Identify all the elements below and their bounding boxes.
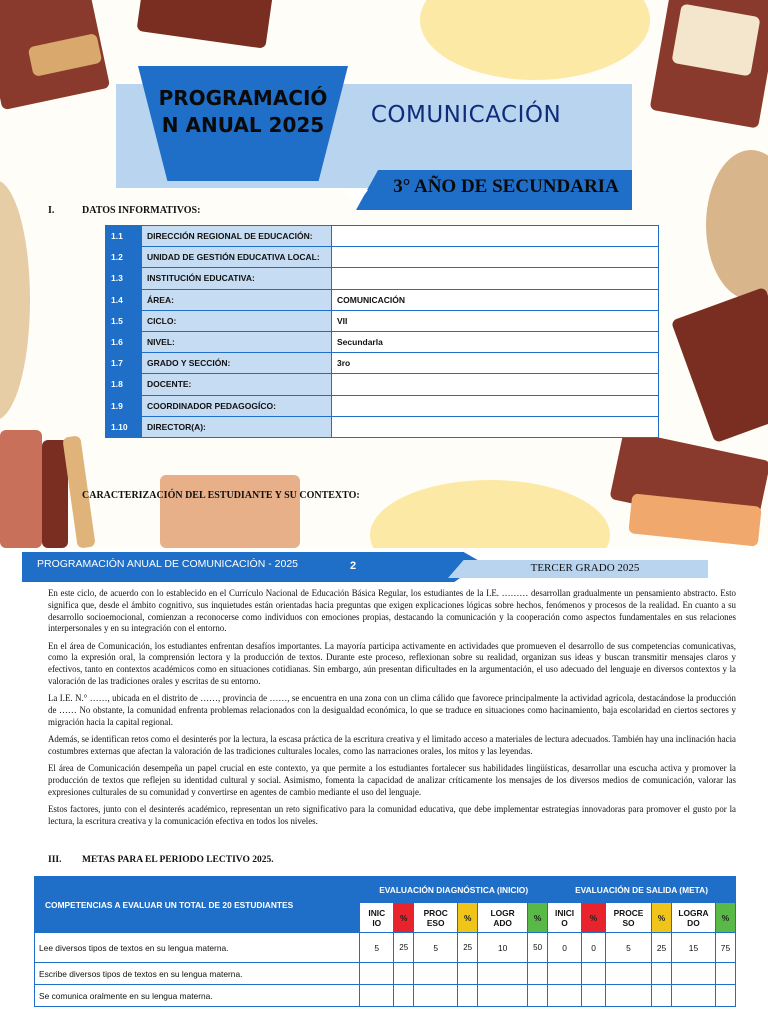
section-2-heading: CARACTERIZACIÓN DEL ESTUDIANTE Y SU CONTEXTO: [82, 490, 360, 501]
cover-title: PROGRAMACIÓN ANUAL 2025 [158, 86, 328, 137]
decor-blob-left [0, 180, 30, 420]
info-row [106, 395, 659, 416]
goal-cell[interactable] [414, 985, 458, 1007]
info-value[interactable]: VII [332, 310, 659, 331]
salida-header: EVALUACIÓN DE SALIDA (META) [548, 877, 736, 903]
paragraph: La I.E. N.° ……, ubicada en el distrito de ……, provincia de ……, se encuentra en una zona con un clima cálido que favorece principalmente la actividad agrícola, destacándose la producción de …… No obstante, la comunidad enfrenta problemas relacionados con la desigualdad económica, lo que se traduce en situaciones como hacinamiento, baja escolaridad en ciertos sectores y migración hacia la capital regional. [48, 693, 736, 727]
competency-label: Se comunica oralmente en su lengua materna. [35, 985, 360, 1007]
context-text [48, 588, 736, 833]
goal-cell[interactable]: 15 [671, 933, 715, 963]
info-value[interactable] [332, 247, 659, 268]
goal-cell[interactable]: 50 [528, 933, 548, 963]
info-row [106, 310, 659, 331]
decor-open-book [160, 475, 300, 548]
info-number: 1.2 [106, 247, 142, 268]
info-value[interactable]: COMUNICACIÓN [332, 289, 659, 310]
goals-row [35, 963, 736, 985]
section-1-heading [48, 205, 200, 216]
goal-cell[interactable] [394, 963, 414, 985]
goal-cell[interactable]: 75 [715, 933, 735, 963]
sub-inicio-diag: INIC IO [360, 903, 394, 933]
goal-cell[interactable]: 5 [360, 933, 394, 963]
info-number: 1.6 [106, 331, 142, 352]
paragraph: Además, se identifican retos como el desinterés por la lectura, la escasa práctica de la escritura creativa y el limitado acceso a materiales de lectura adecuados. También hay una inclinación hacia costumbres externas que afectan la valoración de las tradiciones culturales locales, como las narraciones orales, los mitos y las leyendas. [48, 734, 736, 757]
sub-logrado-sal: LOGRA DO [671, 903, 715, 933]
goals-header-row [35, 877, 736, 903]
competency-label: Lee diversos tipos de textos en su lengua materna. [35, 933, 360, 963]
page-header-title: PROGRAMACIÓN ANUAL DE COMUNICACIÓN - 2025 [37, 558, 298, 570]
goal-cell[interactable]: 25 [394, 933, 414, 963]
info-row [106, 268, 659, 289]
goal-cell[interactable] [478, 985, 528, 1007]
goal-cell[interactable] [360, 985, 394, 1007]
info-value[interactable] [332, 374, 659, 395]
goal-cell[interactable]: 0 [548, 933, 582, 963]
paragraph: En el área de Comunicación, los estudiantes enfrentan desafíos importantes. La mayoría participa activamente en actividades que promueven el desarrollo de sus competencias comunicativas, como la expresión oral, la comprensión lectora y la producción de textos. Durante este proceso, reflexionan sobre su realidad, organizan sus ideas y buscan transmitir mensajes claros y efectivos, tanto en contextos académicos como en situaciones cotidianas. Sin embargo, aún presentan dificultades en la argumentación, el uso adecuado del lenguaje en diversos contextos y la valoración de las tradiciones orales y escritas de su entorno. [48, 640, 736, 687]
pct-header: % [651, 903, 671, 933]
info-label: DIRECCIÓN REGIONAL DE EDUCACIÓN: [142, 226, 332, 247]
goal-cell[interactable] [671, 985, 715, 1007]
info-row [106, 289, 659, 310]
goal-cell[interactable] [671, 963, 715, 985]
pct-header: % [394, 903, 414, 933]
diag-header: EVALUACIÓN DIAGNÓSTICA (INICIO) [360, 877, 548, 903]
goal-cell[interactable]: 10 [478, 933, 528, 963]
competencias-header: COMPETENCIAS A EVALUAR UN TOTAL DE 20 ESTUDIANTES [35, 877, 360, 933]
info-number: 1.4 [106, 289, 142, 310]
goal-cell[interactable]: 0 [582, 933, 606, 963]
goal-cell[interactable] [528, 963, 548, 985]
info-label: COORDINADOR PEDAGOGÍCO: [142, 395, 332, 416]
goal-cell[interactable] [548, 985, 582, 1007]
decor-books-science [0, 430, 42, 548]
pct-header: % [458, 903, 478, 933]
pct-header: % [582, 903, 606, 933]
pct-header: % [715, 903, 735, 933]
info-value[interactable] [332, 416, 659, 437]
competency-label: Escribe diversos tipos de textos en su lengua materna. [35, 963, 360, 985]
decor-blob-top [420, 0, 650, 80]
decor-book-top [136, 0, 273, 49]
goal-cell[interactable] [606, 985, 652, 1007]
goal-cell[interactable] [606, 963, 652, 985]
info-row [106, 353, 659, 374]
goal-cell[interactable] [651, 963, 671, 985]
pct-header: % [528, 903, 548, 933]
paragraph: Estos factores, junto con el desinterés académico, representan un reto significativo para la comunidad educativa, que debe implementar estrategias innovadoras para promover el gusto por la lectura, la escritura creativa y la comunicación efectiva en todos los niveles. [48, 804, 736, 827]
info-label: NIVEL: [142, 331, 332, 352]
sub-proceso-diag: PROC ESO [414, 903, 458, 933]
decor-book-nature [671, 287, 768, 443]
info-number: 1.8 [106, 374, 142, 395]
goal-cell[interactable] [715, 985, 735, 1007]
info-number: 1.1 [106, 226, 142, 247]
content-page [0, 548, 768, 1024]
paragraph: En este ciclo, de acuerdo con lo establecido en el Currículo Nacional de Educación Básica Regular, los estudiantes de la I.E. ……… desarrollan gradualmente un pensamiento abstracto. Esto significa que, desde el ámbito cognitivo, sus inquietudes están orientadas hacia preguntas que exigen explicaciones lógicas sobre hechos, fenómenos y procesos de la realidad. En cuanto a su desarrollo socioemocional, comienzan a reconocerse como individuos con emociones propias, destacando la comunicación y la cooperación como aspectos fundamentales en sus relaciones interpersonales y en su integración con el entorno. [48, 588, 736, 634]
info-label: DIRECTOR(A): [142, 416, 332, 437]
info-value[interactable]: Secundarla [332, 331, 659, 352]
goal-cell[interactable] [582, 985, 606, 1007]
info-row [106, 331, 659, 352]
goal-cell[interactable] [582, 963, 606, 985]
info-value[interactable] [332, 268, 659, 289]
info-value[interactable] [332, 226, 659, 247]
paragraph: El área de Comunicación desempeña un papel crucial en este contexto, ya que permite a los estudiantes fortalecer sus habilidades lingüísticas, desarrollar una escucha activa y promover la producción de textos que reflejen su identidad cultural y social. Asimismo, fomenta la capacidad de analizar críticamente los mensajes de los diversos medios de comunicación, valorar las expresiones culturales de su comunidad y convertirse en agentes de cambio mediante el uso del lenguaje. [48, 763, 736, 797]
sub-logrado-diag: LOGR ADO [478, 903, 528, 933]
info-number: 1.7 [106, 353, 142, 374]
page-number: 2 [350, 560, 357, 572]
info-label: CICLO: [142, 310, 332, 331]
decor-blob-bottom [370, 480, 610, 548]
info-row [106, 374, 659, 395]
info-number: 1.3 [106, 268, 142, 289]
goal-cell[interactable] [458, 963, 478, 985]
goals-row [35, 933, 736, 963]
info-number: 1.10 [106, 416, 142, 437]
goal-cell[interactable]: 5 [414, 933, 458, 963]
info-table [105, 225, 659, 438]
goals-row [35, 985, 736, 1007]
info-row [106, 226, 659, 247]
page-header-grade: TERCER GRADO 2025 [530, 562, 640, 574]
cover-subject: COMUNICACIÓN [370, 102, 562, 128]
section-1-number: I. [48, 205, 55, 216]
sub-inicio-sal: INICI O [548, 903, 582, 933]
info-number: 1.9 [106, 395, 142, 416]
goal-cell[interactable] [651, 985, 671, 1007]
info-label: GRADO Y SECCIÓN: [142, 353, 332, 374]
info-number: 1.5 [106, 310, 142, 331]
goal-cell[interactable]: 25 [458, 933, 478, 963]
goal-cell[interactable]: 25 [651, 933, 671, 963]
goal-cell[interactable] [360, 963, 394, 985]
sub-proceso-sal: PROCE SO [606, 903, 652, 933]
section-1-title: DATOS INFORMATIVOS: [82, 205, 201, 216]
section-3-heading [48, 855, 274, 865]
decor-blob-right [706, 150, 768, 300]
goal-cell[interactable] [715, 963, 735, 985]
goal-cell[interactable] [548, 963, 582, 985]
info-value[interactable]: 3ro [332, 353, 659, 374]
info-value[interactable] [332, 395, 659, 416]
goal-cell[interactable] [528, 985, 548, 1007]
info-row [106, 247, 659, 268]
info-row [106, 416, 659, 437]
info-label: DOCENTE: [142, 374, 332, 395]
goal-cell[interactable] [478, 963, 528, 985]
goal-cell[interactable] [458, 985, 478, 1007]
info-label: ÁREA: [142, 289, 332, 310]
goal-cell[interactable] [394, 985, 414, 1007]
info-label: UNIDAD DE GESTIÓN EDUCATIVA LOCAL: [142, 247, 332, 268]
info-label: INSTITUCIÓN EDUCATIVA: [142, 268, 332, 289]
goal-cell[interactable]: 5 [606, 933, 652, 963]
grade-banner-notch [344, 190, 368, 206]
section-3-number: III. [48, 855, 62, 865]
goals-table [34, 876, 736, 1007]
section-3-title: METAS PARA EL PERIODO LECTIVO 2025. [82, 855, 274, 865]
goal-cell[interactable] [414, 963, 458, 985]
cover-grade: 3° AÑO DE SECUNDARIA [393, 176, 619, 197]
